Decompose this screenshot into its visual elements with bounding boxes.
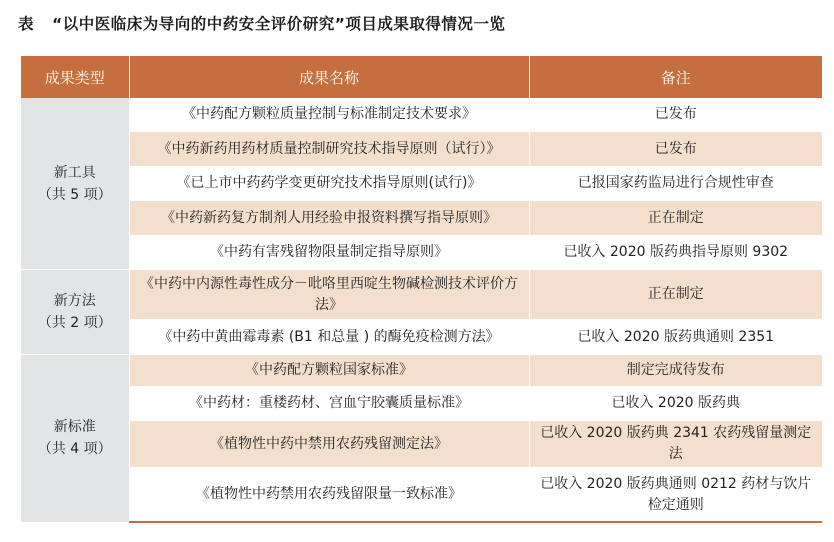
column-header-type: 成果类型	[21, 56, 129, 98]
result-name: 《中药中黄曲霉毒素 (B1 和总量 ) 的酶免疫检测方法》	[129, 320, 529, 355]
table-row	[21, 320, 822, 355]
header-row	[21, 56, 822, 98]
result-note: 正在制定	[529, 270, 822, 320]
column-header-name: 成果名称	[129, 56, 529, 98]
result-name: 《中药新药用药材质量控制研究技术指导原则（试行）》	[129, 132, 529, 167]
table-row	[21, 201, 822, 236]
table-row	[21, 98, 822, 132]
category-cell-standards	[21, 355, 129, 523]
result-note: 制定完成待发布	[529, 355, 822, 387]
result-note: 已收入 2020 版药典 2341 农药残留量测定法	[529, 421, 822, 468]
table-row	[21, 236, 822, 270]
table-row	[21, 132, 822, 167]
result-name: 《植物性中药禁用农药残留限量一致标准》	[129, 468, 529, 523]
category-count: （共 5 项）	[37, 186, 112, 203]
result-name: 《中药中内源性毒性成分－吡咯里西啶生物碱检测技术评价方法》	[129, 270, 529, 320]
category-count: （共 2 项）	[37, 315, 112, 331]
result-note: 已发布	[529, 132, 822, 167]
table-row	[21, 270, 822, 320]
table-caption	[18, 12, 505, 34]
result-note: 已收入 2020 版药典指导原则 9302	[529, 236, 822, 270]
result-note: 已收入 2020 版药典通则 0212 药材与饮片检定通则	[529, 468, 822, 523]
table-row	[21, 421, 822, 468]
result-note: 已发布	[529, 98, 822, 132]
table-row	[21, 387, 822, 421]
table-row	[21, 468, 822, 523]
result-name: 《中药材：重楼药材、宫血宁胶囊质量标准》	[129, 387, 529, 421]
table-row	[21, 355, 822, 387]
caption-title: “以中医临床为导向的中药安全评价研究”项目成果取得情况一览	[52, 15, 506, 33]
result-name: 《已上市中药药学变更研究技术指导原则(试行)》	[129, 167, 529, 201]
results-table	[21, 56, 822, 523]
table-row	[21, 167, 822, 201]
result-name: 《中药配方颗粒质量控制与标准制定技术要求》	[129, 98, 529, 132]
result-note: 已收入 2020 版药典	[529, 387, 822, 421]
category-count: （共 4 项）	[37, 441, 112, 458]
category-cell-tools	[21, 98, 129, 270]
category-name: 新工具	[53, 164, 96, 181]
result-name: 《中药新药复方制剂人用经验申报资料撰写指导原则》	[129, 201, 529, 236]
caption-label: 表	[18, 15, 35, 33]
category-name: 新标准	[53, 419, 96, 436]
result-note: 正在制定	[529, 201, 822, 236]
category-cell-methods	[21, 270, 129, 355]
result-name: 《中药配方颗粒国家标准》	[129, 355, 529, 387]
category-name: 新方法	[53, 293, 96, 309]
column-header-note: 备注	[529, 56, 822, 98]
result-name: 《植物性中药中禁用农药残留测定法》	[129, 421, 529, 468]
result-note: 已报国家药监局进行合规性审查	[529, 167, 822, 201]
result-note: 已收入 2020 版药典通则 2351	[529, 320, 822, 355]
result-name: 《中药有害残留物限量制定指导原则》	[129, 236, 529, 270]
